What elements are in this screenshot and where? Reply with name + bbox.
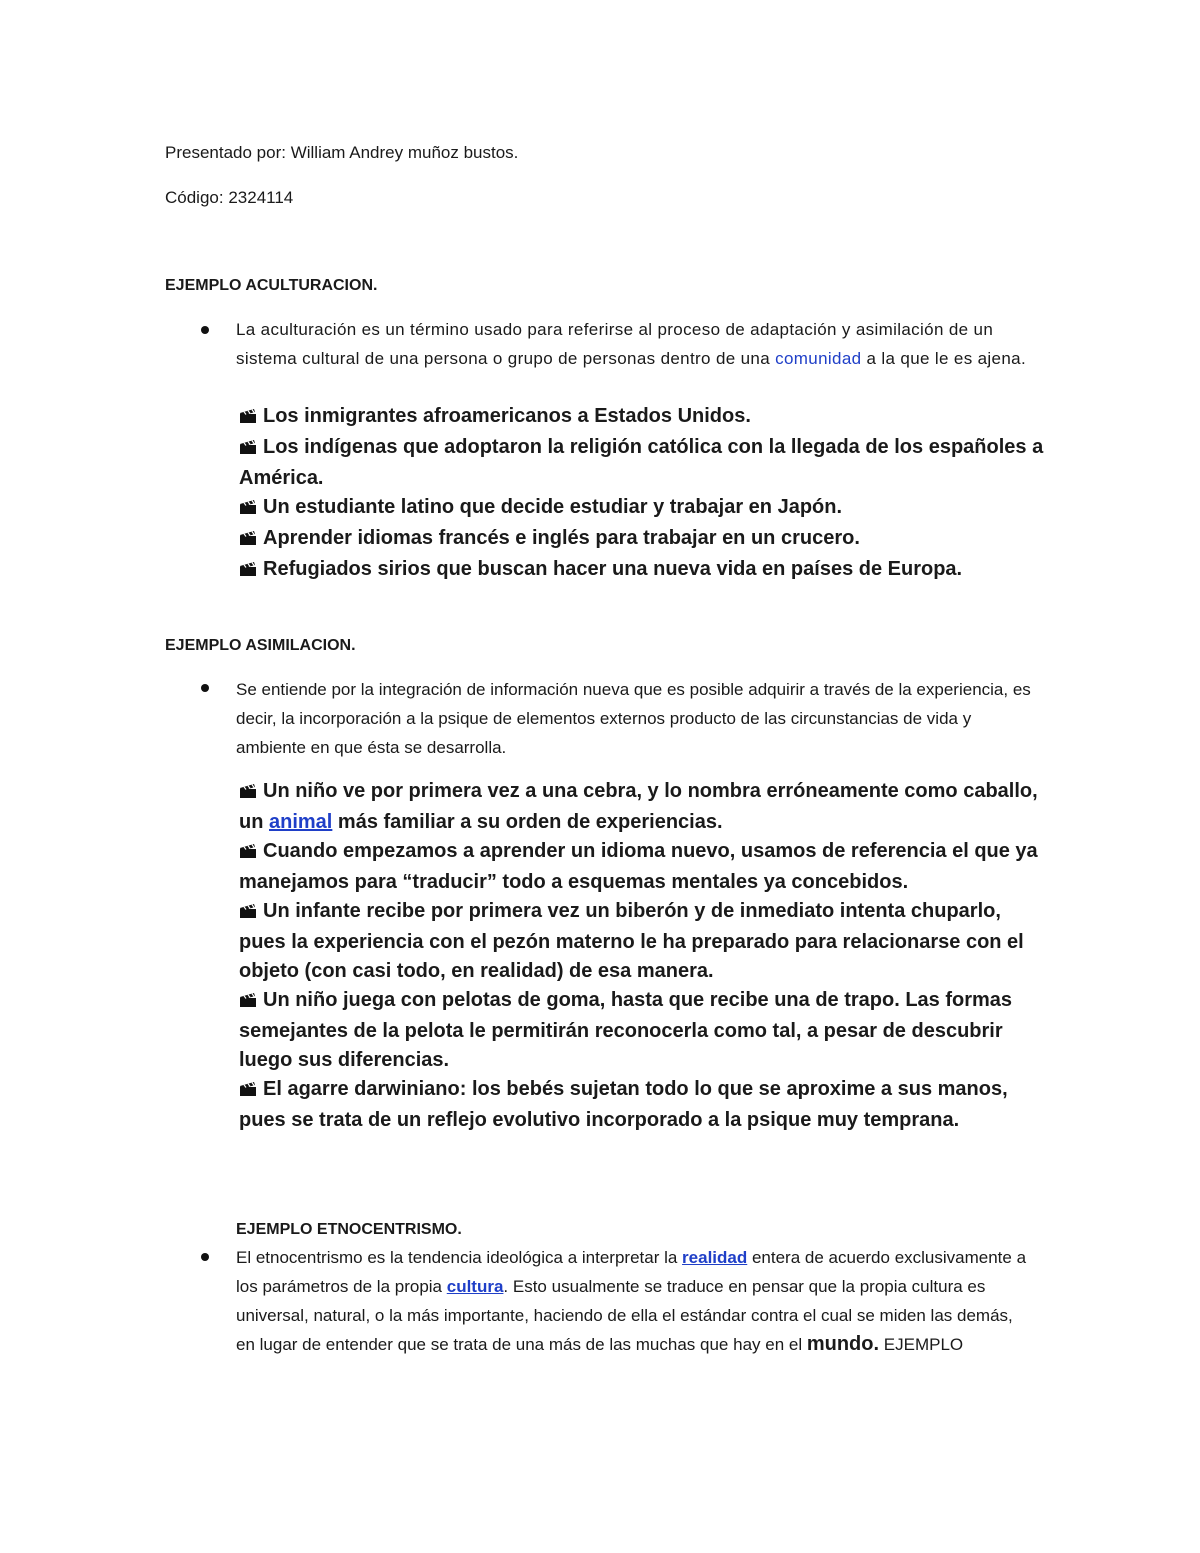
clapperboard-icon bbox=[239, 779, 257, 808]
presented-by-line bbox=[165, 143, 518, 163]
example-item bbox=[239, 1075, 1039, 1135]
link-animal[interactable]: animal bbox=[269, 811, 333, 833]
example-text: Un estudiante latino que decide estudiar y trabajar en Japón. bbox=[263, 496, 843, 518]
heading-asimilacion: EJEMPLO ASIMILACION. bbox=[165, 637, 356, 654]
code-line bbox=[165, 188, 293, 208]
para-text: entera de acuerdo exclusivamente a los parámetros de la propia bbox=[236, 1248, 1027, 1296]
clapperboard-icon bbox=[239, 899, 257, 928]
etnocentrismo-paragraph bbox=[236, 1243, 1036, 1359]
asimilacion-examples bbox=[239, 777, 1039, 1135]
para-text: La aculturación es un término usado para referirse al proceso de adaptación y asimilación de un sistema cultural de una persona o grupo de personas dentro de una bbox=[236, 320, 994, 368]
example-item bbox=[239, 777, 1039, 837]
asimilacion-paragraph: Se entiende por la integración de información nueva que es posible adquirir a través de la experiencia, es decir, la incorporación a la psique de elementos externos producto de las circunstancias de vida y ambiente en que ésta se desarrolla. bbox=[236, 680, 1031, 757]
aculturacion-examples bbox=[239, 402, 1059, 586]
clapperboard-icon bbox=[239, 839, 257, 868]
example-text: Un niño ve por primera vez a una cebra, y lo nombra erróneamente como caballo, un bbox=[239, 780, 1038, 833]
para-text: . Esto usualmente se traduce en pensar que la propia cultura es universal, natural, o la más importante, haciendo de ella el estándar contra el cual se miden las demás, en lugar de entender que se trata de una más de las muchas que hay en el bbox=[236, 1277, 1013, 1354]
clapperboard-icon bbox=[239, 526, 257, 555]
example-item bbox=[239, 524, 1059, 555]
example-item bbox=[239, 837, 1039, 897]
link-realidad[interactable]: realidad bbox=[682, 1248, 748, 1267]
author-name: William Andrey muñoz bustos. bbox=[290, 143, 519, 162]
example-text: Aprender idiomas francés e inglés para trabajar en un crucero. bbox=[263, 527, 860, 549]
clapperboard-icon bbox=[239, 404, 257, 433]
clapperboard-icon bbox=[239, 495, 257, 524]
clapperboard-icon bbox=[239, 557, 257, 586]
example-item bbox=[239, 402, 1059, 433]
aculturacion-paragraph bbox=[236, 315, 1046, 373]
example-item bbox=[239, 493, 1059, 524]
para-text: El etnocentrismo es la tendencia ideológica a interpretar la bbox=[236, 1248, 683, 1267]
example-item bbox=[239, 555, 1059, 586]
heading-aculturacion: EJEMPLO ACULTURACION. bbox=[165, 277, 378, 294]
example-item bbox=[239, 986, 1039, 1075]
example-text: Un infante recibe por primera vez un biberón y de inmediato intenta chuparlo, pues la experiencia con el pezón materno le ha preparado para relacionarse con el objeto (con casi todo, en realidad) de esa manera. bbox=[239, 900, 1024, 982]
example-text: más familiar a su orden de experiencias. bbox=[332, 811, 723, 833]
example-text: Refugiados sirios que buscan hacer una nueva vida en países de Europa. bbox=[263, 558, 963, 580]
word-mundo: mundo. bbox=[806, 1333, 880, 1355]
clapperboard-icon bbox=[239, 1077, 257, 1106]
code-value: 2324114 bbox=[228, 188, 294, 207]
clapperboard-icon bbox=[239, 435, 257, 464]
example-text: El agarre darwiniano: los bebés sujetan todo lo que se aproxime a sus manos, pues se trata de un reflejo evolutivo incorporado a la psique muy temprana. bbox=[239, 1078, 1008, 1131]
para-text: a la que le es ajena. bbox=[861, 349, 1027, 368]
example-text: Los inmigrantes afroamericanos a Estados Unidos. bbox=[263, 405, 751, 427]
code-label: Código: bbox=[165, 188, 224, 207]
heading-etnocentrismo: EJEMPLO ETNOCENTRISMO. bbox=[236, 1221, 462, 1238]
example-text: Cuando empezamos a aprender un idioma nuevo, usamos de referencia el que ya manejamos para “traducir” todo a esquemas mentales ya concebidos. bbox=[239, 840, 1038, 893]
bullet-dot bbox=[201, 1253, 209, 1261]
para-trailing: EJEMPLO bbox=[879, 1335, 964, 1354]
link-cultura[interactable]: cultura bbox=[446, 1277, 504, 1296]
example-item bbox=[239, 433, 1059, 493]
clapperboard-icon bbox=[239, 988, 257, 1017]
bullet-dot bbox=[201, 326, 209, 334]
bullet-dot bbox=[201, 684, 209, 692]
link-comunidad[interactable]: comunidad bbox=[775, 349, 862, 368]
example-text: Un niño juega con pelotas de goma, hasta que recibe una de trapo. Las formas semejantes de la pelota le permitirán reconocerla como tal, a pesar de descubrir luego sus diferencias. bbox=[239, 989, 1013, 1071]
example-item bbox=[239, 897, 1039, 986]
example-text: Los indígenas que adoptaron la religión católica con la llegada de los españoles a América. bbox=[239, 436, 1044, 489]
presented-by-label: Presentado por: bbox=[165, 143, 286, 162]
